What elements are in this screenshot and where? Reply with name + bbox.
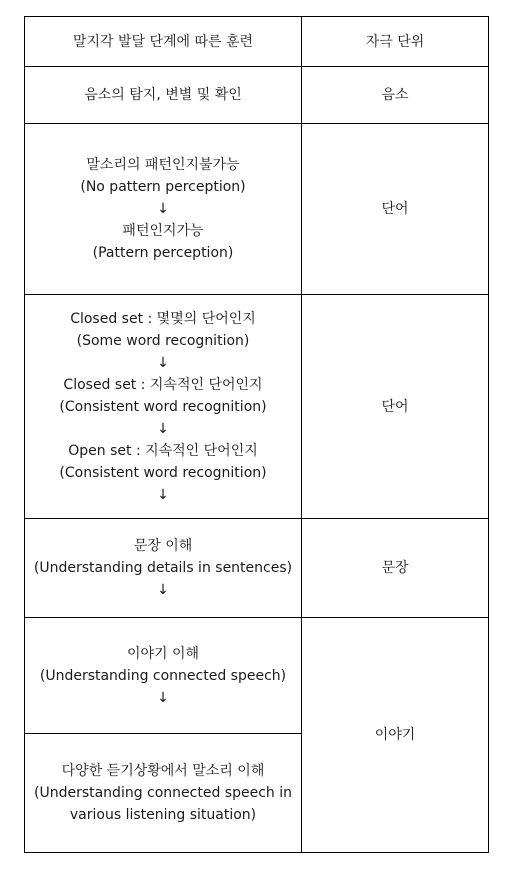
table-row — [25, 618, 489, 734]
table-row — [25, 67, 489, 124]
stage-line: (No pattern perception) — [80, 179, 246, 195]
table-row — [25, 124, 489, 295]
stage-line: Open set : 지속적인 단어인지 — [68, 442, 258, 459]
training-stage-table — [24, 16, 489, 853]
stage-line: (Consistent word recognition) — [59, 398, 267, 415]
stage-line: (Consistent word recognition) — [59, 464, 267, 481]
unit-cell: 이야기 — [302, 618, 489, 853]
unit-cell: 단어 — [302, 295, 489, 519]
stage-line: Closed set : 지속적인 단어인지 — [63, 376, 263, 393]
table-row — [25, 295, 489, 519]
stage-line: 패턴인지가능 — [122, 223, 204, 239]
down-arrow-icon: ↓ — [157, 201, 169, 217]
stage-line: (Some word recognition) — [76, 332, 250, 349]
unit-cell: 음소 — [302, 67, 489, 124]
stage-line: (Understanding details in sentences) — [33, 560, 293, 576]
stage-line: 문장 이해 — [133, 538, 193, 554]
stage-line: (Understanding connected speech) — [39, 667, 287, 684]
stage-line: 이야기 이해 — [126, 645, 200, 662]
down-arrow-icon: ↓ — [157, 354, 169, 371]
down-arrow-icon: ↓ — [157, 486, 169, 503]
down-arrow-icon: ↓ — [157, 689, 169, 706]
stage-line: (Pattern perception) — [92, 245, 234, 261]
stage-line: 말소리의 패턴인지불가능 — [86, 157, 240, 173]
unit-cell: 단어 — [302, 124, 489, 295]
unit-cell: 문장 — [302, 519, 489, 618]
stage-line: (Understanding connected speech in — [33, 785, 292, 801]
stage-cell — [25, 67, 302, 124]
header-stage-cell: 말지각 발달 단계에 따른 훈련 — [25, 17, 302, 67]
stage-line: 다양한 듣기상황에서 말소리 이해 — [61, 763, 265, 779]
stage-cell — [25, 519, 302, 618]
stage-cell — [25, 734, 302, 853]
stage-cell — [25, 295, 302, 519]
stage-cell — [25, 618, 302, 734]
stage-cell — [25, 124, 302, 295]
stage-line: various listening situation) — [69, 807, 257, 823]
stage-line: Closed set : 몇몇의 단어인지 — [70, 310, 256, 327]
down-arrow-icon: ↓ — [157, 582, 169, 598]
table-header-row — [25, 17, 489, 67]
header-unit-cell: 자극 단위 — [302, 17, 489, 67]
stage-line: 음소의 탐지, 변별 및 확인 — [84, 87, 242, 103]
table-row — [25, 519, 489, 618]
down-arrow-icon: ↓ — [157, 420, 169, 437]
